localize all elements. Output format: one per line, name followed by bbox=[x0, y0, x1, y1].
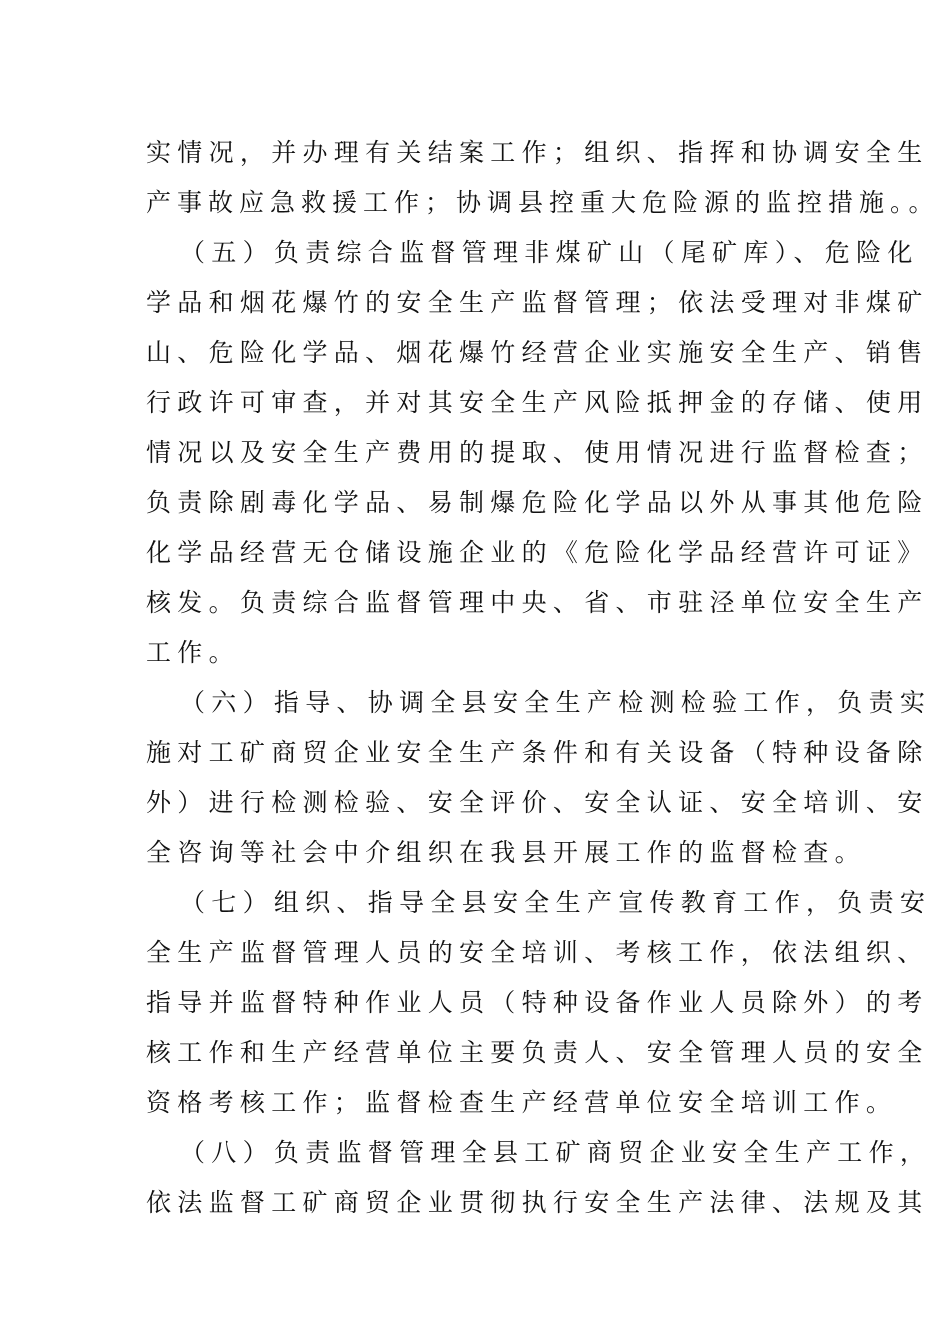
text-line: 核工作和生产经营单位主要负责人、安全管理人员的安全 bbox=[146, 1038, 929, 1067]
text-line: 外）进行检测检验、安全评价、安全认证、安全培训、安 bbox=[146, 788, 929, 817]
text-line: 负责除剧毒化学品、易制爆危险化学品以外从事其他危险 bbox=[146, 488, 929, 517]
text-line: 施对工矿商贸企业安全生产条件和有关设备（特种设备除 bbox=[146, 738, 929, 767]
text-line: 学品和烟花爆竹的安全生产监督管理；依法受理对非煤矿 bbox=[146, 288, 929, 317]
text-line: 实情况，并办理有关结案工作；组织、指挥和协调安全生 bbox=[146, 138, 929, 167]
paragraph-first-line: （六）指导、协调全县安全生产检测检验工作，负责实 bbox=[180, 688, 932, 717]
text-line: 产事故应急救援工作；协调县控重大危险源的监控措施。。 bbox=[146, 188, 940, 217]
paragraph-first-line: （五）负责综合监督管理非煤矿山（尾矿库）、危险化 bbox=[180, 238, 919, 267]
text-line: 全生产监督管理人员的安全培训、考核工作，依法组织、 bbox=[146, 938, 929, 967]
paragraph-first-line: （七）组织、指导全县安全生产宣传教育工作，负责安 bbox=[180, 888, 932, 917]
text-line: 全咨询等社会中介组织在我县开展工作的监督检查。 bbox=[146, 838, 866, 867]
text-line: 工作。 bbox=[146, 638, 240, 667]
text-line: 核发。负责综合监督管理中央、省、市驻泾单位安全生产 bbox=[146, 588, 929, 617]
paragraph-first-line: （八）负责监督管理全县工矿商贸企业安全生产工作， bbox=[180, 1138, 932, 1167]
text-line: 化学品经营无仓储设施企业的《危险化学品经营许可证》 bbox=[146, 538, 929, 567]
text-line: 资格考核工作；监督检查生产经营单位安全培训工作。 bbox=[146, 1088, 898, 1117]
text-line: 依法监督工矿商贸企业贯彻执行安全生产法律、法规及其 bbox=[146, 1188, 929, 1217]
text-line: 情况以及安全生产费用的提取、使用情况进行监督检查； bbox=[146, 438, 929, 467]
text-line: 行政许可审查，并对其安全生产风险抵押金的存储、使用 bbox=[146, 388, 929, 417]
text-line: 指导并监督特种作业人员（特种设备作业人员除外）的考 bbox=[146, 988, 929, 1017]
text-line: 山、危险化学品、烟花爆竹经营企业实施安全生产、销售 bbox=[146, 338, 929, 367]
